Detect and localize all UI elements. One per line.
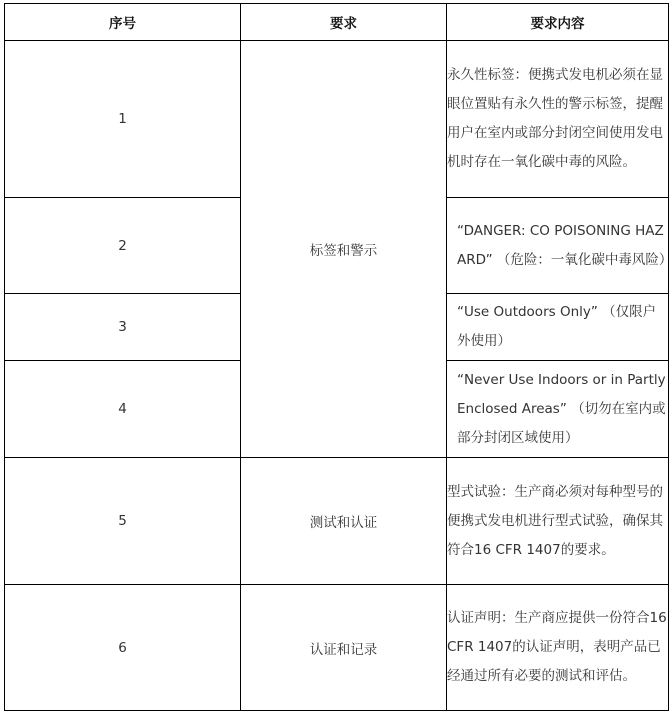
table-header-row [5, 4, 669, 41]
table-row [5, 41, 669, 198]
table-row [5, 458, 669, 585]
row-number: 6 [5, 585, 241, 711]
row-number: 3 [5, 294, 241, 361]
row-content: 认证声明：生产商应提供一份符合16 CFR 1407的认证声明，表明产品已经通过所有必要的测试和评估。 [447, 585, 669, 711]
row-category-labels-warnings: 标签和警示 [241, 41, 447, 458]
row-content: “Use Outdoors Only” （仅限户外使用） [447, 294, 669, 361]
requirements-table [4, 3, 672, 711]
row-content: “Never Use Indoors or in Partly Enclosed Areas” （切勿在室内或部分封闭区域使用） [447, 361, 669, 458]
row-category-testing-certification: 测试和认证 [241, 458, 447, 585]
row-content: 型式试验：生产商必须对每种型号的便携式发电机进行型式试验，确保其符合16 CFR 1407的要求。 [447, 458, 669, 585]
header-requirement: 要求 [241, 4, 447, 41]
row-content: 永久性标签：便携式发电机必须在显眼位置贴有永久性的警示标签，提醒用户在室内或部分封闭空间使用发电机时存在一氧化碳中毒的风险。 [447, 41, 669, 198]
row-number: 2 [5, 198, 241, 294]
row-number: 1 [5, 41, 241, 198]
row-number: 4 [5, 361, 241, 458]
table-row [5, 585, 669, 711]
header-requirement-content: 要求内容 [447, 4, 669, 41]
header-serial-number: 序号 [5, 4, 241, 41]
row-category-certification-records: 认证和记录 [241, 585, 447, 711]
row-content: “DANGER: CO POISONING HAZARD” （危险：一氧化碳中毒风险） [447, 198, 669, 294]
row-number: 5 [5, 458, 241, 585]
